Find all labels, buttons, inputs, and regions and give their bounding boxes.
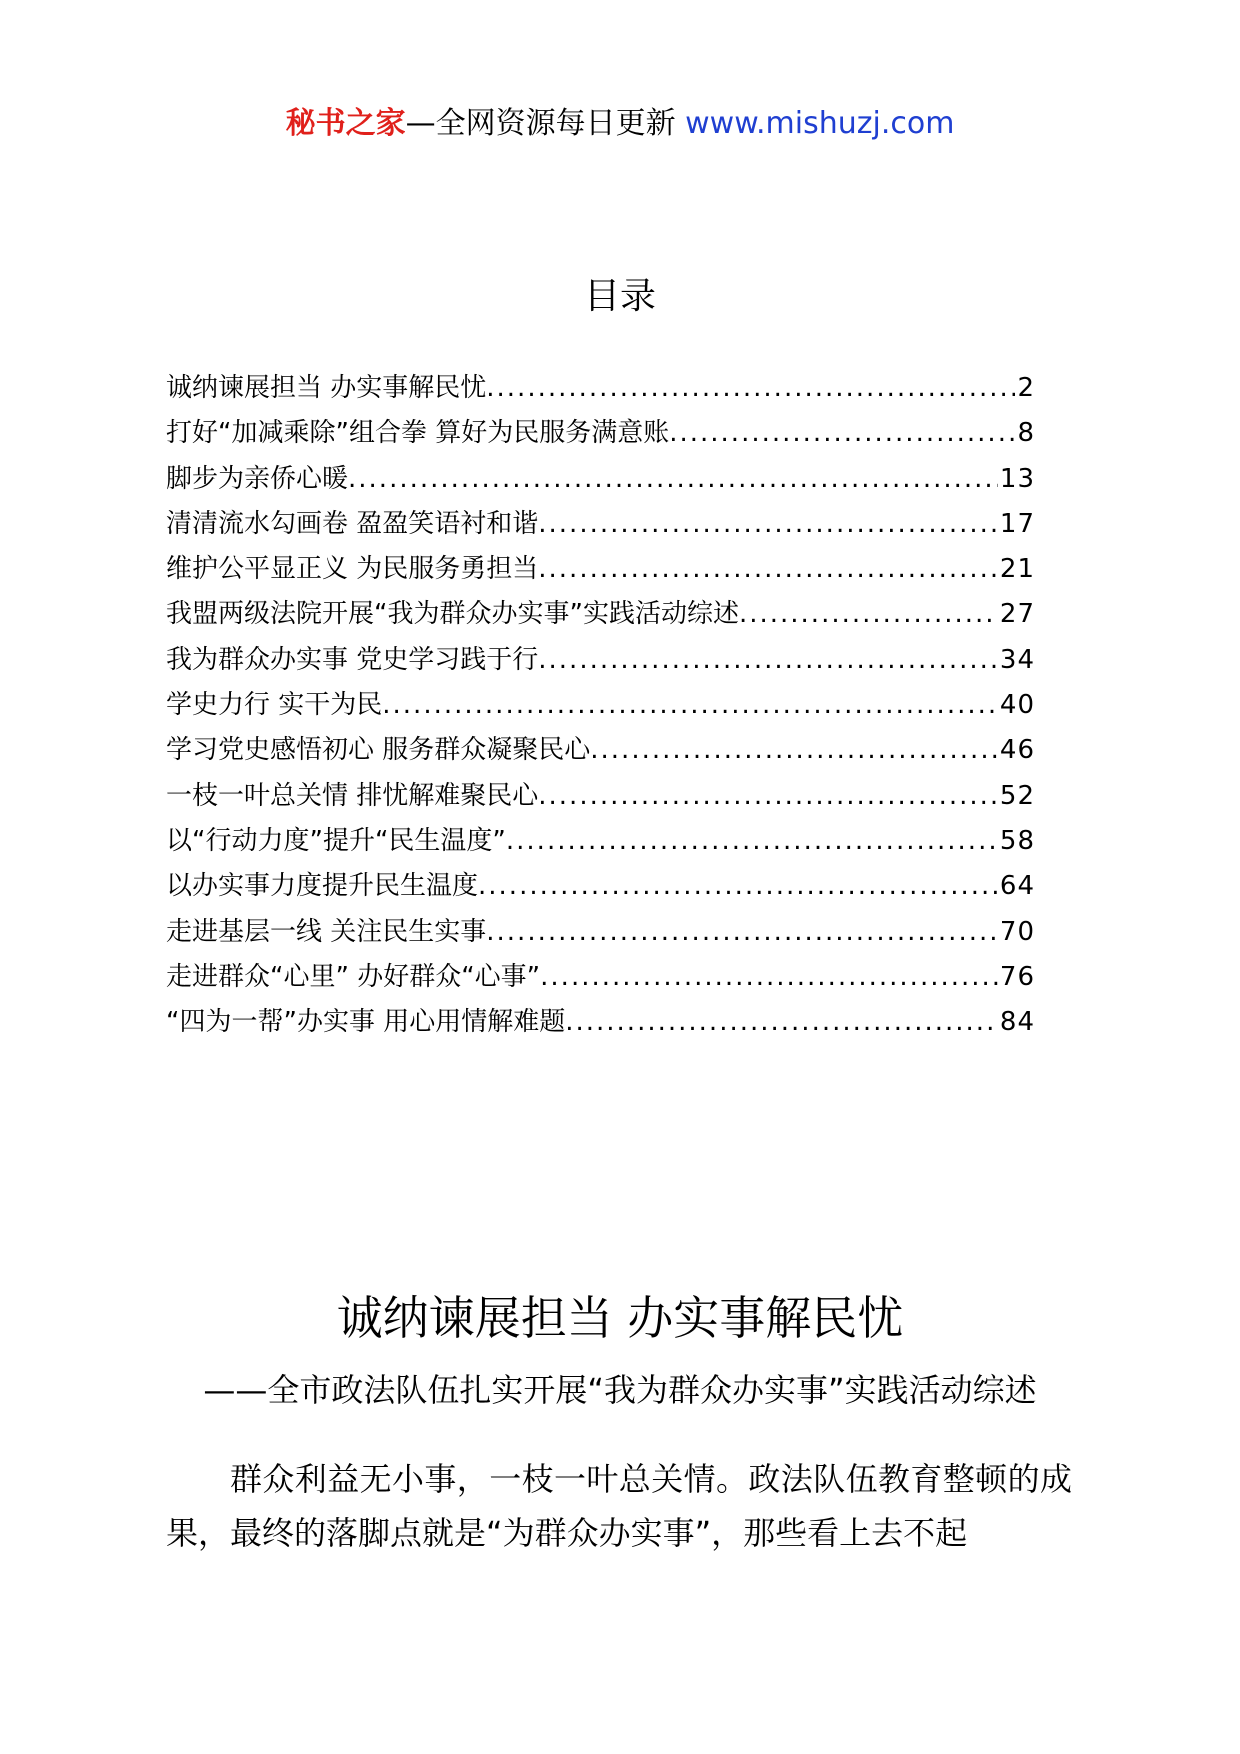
toc-entry-title: 一枝一叶总关情 排忧解难聚民心 (166, 780, 539, 811)
site-header (0, 104, 1240, 144)
site-url-link[interactable]: www.mishuzj.com (685, 106, 955, 141)
toc-entry-page-number: 64 (999, 871, 1035, 902)
toc-entry[interactable] (166, 1000, 1035, 1045)
toc-dot-leader (478, 864, 998, 909)
toc-dot-leader (538, 774, 998, 819)
toc-entry-page-number: 21 (999, 554, 1035, 585)
toc-dot-leader (486, 366, 1015, 411)
toc-entry[interactable] (166, 502, 1035, 547)
toc-entry[interactable] (166, 366, 1035, 411)
toc-entry[interactable] (166, 683, 1035, 728)
toc-entry-page-number: 13 (999, 463, 1035, 494)
site-brand: 秘书之家 (285, 106, 406, 141)
toc-dot-leader (486, 910, 998, 955)
toc-dot-leader (540, 955, 998, 1000)
toc-entry-page-number: 8 (1017, 418, 1035, 449)
toc-entry-page-number: 27 (999, 599, 1035, 630)
toc-entry-title: 以“行动力度”提升“民生温度” (166, 825, 506, 856)
toc-dot-leader (538, 638, 998, 683)
toc-dot-leader (590, 728, 998, 773)
toc-entry-page-number: 40 (999, 690, 1035, 721)
toc-entry-page-number: 46 (999, 735, 1035, 766)
toc-dot-leader (382, 683, 998, 728)
toc-entry[interactable] (166, 910, 1035, 955)
toc-entry-page-number: 70 (999, 916, 1035, 947)
toc-entry[interactable] (166, 638, 1035, 683)
article-subtitle: ——全市政法队伍扎实开展“我为群众办实事”实践活动综述 (203, 1371, 1037, 1409)
article-title: 诚纳谏展担当 办实事解民忧 (336, 1291, 904, 1345)
toc-entry-page-number: 58 (999, 825, 1035, 856)
toc-entry[interactable] (166, 592, 1035, 637)
toc-entry-title: 打好“加减乘除”组合拳 算好为民服务满意账 (166, 418, 670, 449)
toc-entry-page-number: 34 (999, 644, 1035, 675)
toc-entry-page-number: 52 (999, 780, 1035, 811)
toc-entry-title: 学习党史感悟初心 服务群众凝聚民心 (166, 735, 591, 766)
toc-dot-leader (506, 819, 998, 864)
toc-entry-page-number: 2 (1017, 373, 1035, 403)
toc-dot-leader (669, 411, 1015, 456)
toc-entry-title: 脚步为亲侨心暖 (166, 463, 349, 494)
toc-entry-title: 学史力行 实干为民 (166, 690, 383, 721)
toc-entry-title: 我盟两级法院开展“我为群众办实事”实践活动综述 (166, 599, 739, 630)
toc-entry-title: 以办实事力度提升民生温度 (166, 871, 479, 902)
site-tagline: —全网资源每日更新 (405, 106, 686, 141)
toc-entry[interactable] (166, 547, 1035, 592)
toc-entry-page-number: 84 (999, 1007, 1035, 1038)
toc-entry[interactable] (166, 955, 1035, 1000)
toc-title: 目录 (583, 276, 656, 317)
toc-entry[interactable] (166, 774, 1035, 819)
toc-dot-leader (348, 457, 998, 502)
toc-entry[interactable] (166, 864, 1035, 909)
toc-entry-page-number: 17 (999, 508, 1035, 539)
toc-dot-leader (538, 547, 998, 592)
toc-entry[interactable] (166, 819, 1035, 864)
toc-entry-page-number: 76 (999, 961, 1035, 992)
toc-entry-title: 走进群众“心里” 办好群众“心事” (166, 961, 541, 992)
toc-entry-title: 诚纳谏展担当 办实事解民忧 (166, 373, 487, 403)
toc-entry[interactable] (166, 728, 1035, 773)
toc-entry[interactable] (166, 411, 1035, 456)
toc-entry-title: 清清流水勾画卷 盈盈笑语衬和谐 (166, 508, 539, 539)
table-of-contents (166, 366, 1035, 1045)
toc-dot-leader (565, 1000, 998, 1045)
toc-dot-leader (538, 502, 998, 547)
toc-dot-leader (739, 592, 998, 637)
toc-entry-title: 走进基层一线 关注民生实事 (166, 916, 487, 947)
toc-entry[interactable] (166, 457, 1035, 502)
article-body-paragraph: 群众利益无小事，一枝一叶总关情。政法队伍教育整顿的成果，最终的落脚点就是“为群众办实事”，那些看上去不起 (166, 1460, 1072, 1552)
toc-entry-title: 我为群众办实事 党史学习践于行 (166, 644, 539, 675)
toc-entry-title: 维护公平显正义 为民服务勇担当 (166, 554, 539, 585)
toc-entry-title: “四为一帮”办实事 用心用情解难题 (166, 1007, 566, 1038)
